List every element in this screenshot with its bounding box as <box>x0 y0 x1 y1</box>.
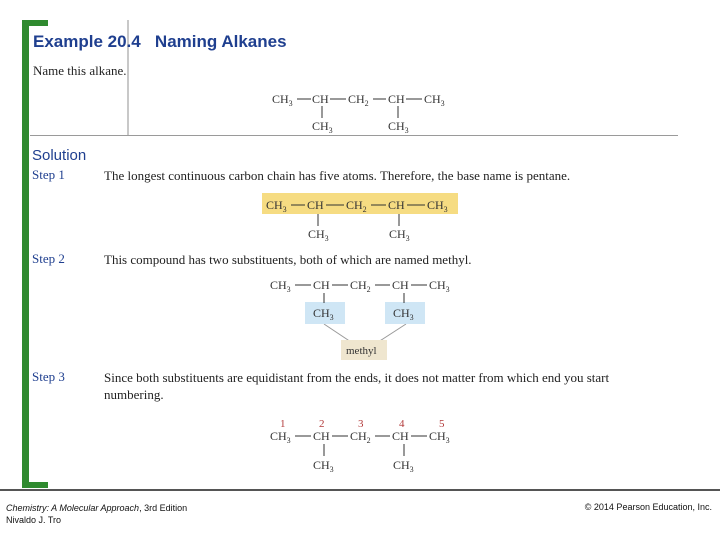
svg-text:CH3: $CH_3$ <box>313 458 334 474</box>
book-edition: , 3rd Edition <box>139 503 188 513</box>
carbon-number-1: 1 <box>280 418 286 430</box>
slide-title <box>33 32 287 52</box>
slide-bracket <box>22 20 29 488</box>
svg-text:CH: CH <box>312 92 329 106</box>
svg-text:CH: CH <box>388 92 405 106</box>
svg-text:CH: CH <box>307 198 324 212</box>
svg-text:CH2: $CH_2$ <box>346 198 367 214</box>
example-topic: Naming Alkanes <box>154 32 287 51</box>
svg-text:CH3: $CH_3$ <box>308 227 329 243</box>
step-1-label: Step 1 <box>32 167 65 182</box>
slide-bracket-bottom <box>22 482 48 488</box>
svg-text:CH2: $CH_2$ <box>350 278 371 294</box>
book-title: Chemistry: A Molecular Approach <box>6 503 140 513</box>
svg-text:CH: CH <box>313 429 330 443</box>
solution-heading: Solution <box>32 147 87 164</box>
svg-text:CH3: $CH_3$ <box>427 198 448 214</box>
svg-text:CH2: $CH_2$ <box>348 92 369 108</box>
step-3-label: Step 3 <box>32 369 65 384</box>
svg-text:CH: CH <box>313 278 330 292</box>
svg-text:CH3: $CH_3$ <box>266 198 287 214</box>
step-2-label: Step 2 <box>32 251 65 266</box>
step-2-molecule <box>262 272 472 364</box>
svg-text:CH3: $CH_3$ <box>270 278 291 294</box>
carbon-number-2: 2 <box>319 418 325 430</box>
book-author: Nivaldo J. Tro <box>6 515 62 525</box>
carbon-number-4: 4 <box>399 418 405 430</box>
carbon-number-5: 5 <box>439 418 445 430</box>
methyl-label: methyl <box>346 345 377 357</box>
svg-text:CH3: $CH_3$ <box>270 429 291 445</box>
step-3-text: Since both substituents are equidistant from the ends, it does not matter from which end you start numbering. <box>104 370 610 402</box>
svg-text:CH3: $CH_3$ <box>312 119 333 134</box>
svg-text:CH: CH <box>392 429 409 443</box>
svg-text:CH3: $CH_3$ <box>429 278 450 294</box>
svg-text:CH3: $CH_3$ <box>393 306 414 322</box>
svg-text:CH: CH <box>392 278 409 292</box>
svg-text:CH3: $CH_3$ <box>313 306 334 322</box>
step-3-molecule <box>262 414 472 474</box>
step-2-text: This compound has two substituents, both of which are named methyl. <box>104 252 472 267</box>
footer-divider <box>0 489 720 491</box>
svg-text:CH3: $CH_3$ <box>424 92 445 108</box>
svg-text:CH3: $CH_3$ <box>272 92 293 108</box>
svg-text:CH3: $CH_3$ <box>389 227 410 243</box>
problem-molecule <box>266 86 466 134</box>
slide-bracket-top <box>22 20 48 26</box>
svg-text:CH3: $CH_3$ <box>393 458 414 474</box>
footer-citation <box>6 502 187 526</box>
step-1-text: The longest continuous carbon chain has five atoms. Therefore, the base name is pentane. <box>104 168 571 183</box>
section-divider <box>30 135 678 136</box>
example-number: Example 20.4 <box>33 32 141 51</box>
svg-text:CH2: $CH_2$ <box>350 429 371 445</box>
svg-text:CH: CH <box>388 198 405 212</box>
step-1-molecule <box>258 190 468 245</box>
copyright-notice: © 2014 Pearson Education, Inc. <box>584 502 712 512</box>
carbon-number-3: 3 <box>358 418 364 430</box>
svg-text:CH3: $CH_3$ <box>429 429 450 445</box>
svg-text:CH3: $CH_3$ <box>388 119 409 134</box>
problem-prompt: Name this alkane. <box>33 63 127 78</box>
